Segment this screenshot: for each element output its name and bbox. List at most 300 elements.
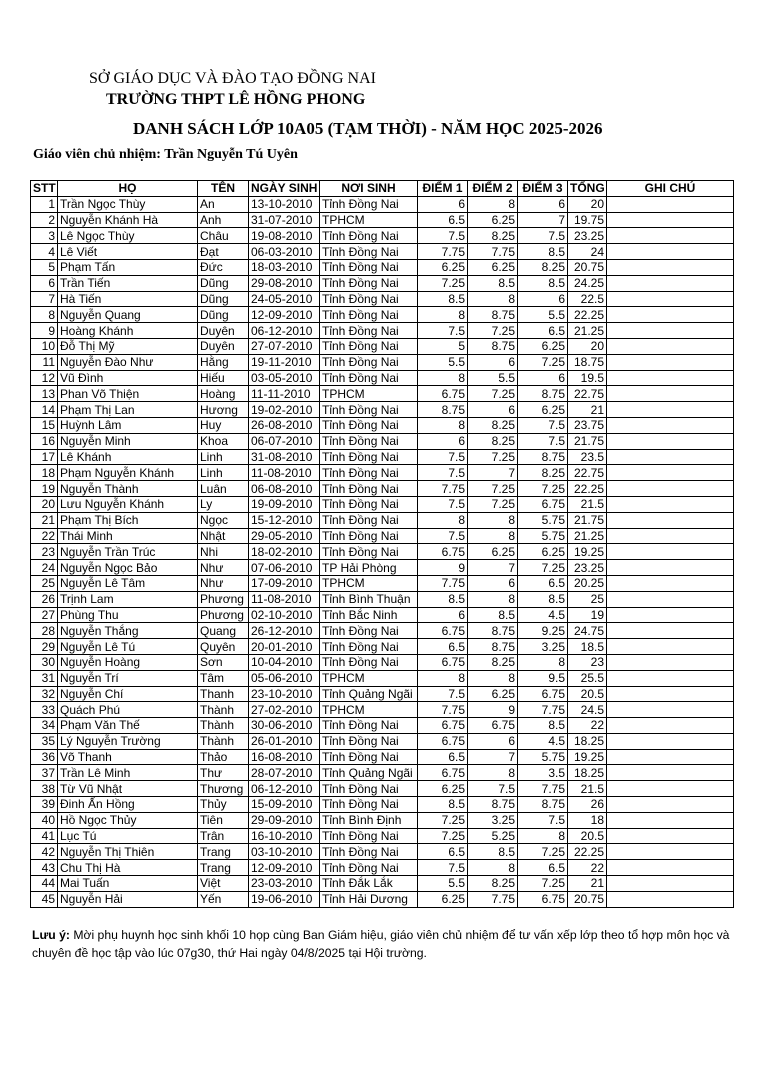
- table-row: [31, 307, 734, 323]
- diem-3-cell: 8.75: [518, 386, 568, 402]
- ho-cell: Trần Ngọc Thùy: [58, 196, 198, 212]
- diem-1-cell: 6.5: [418, 212, 468, 228]
- tong-cell: 19.75: [568, 212, 607, 228]
- ghi-chu-cell: [607, 275, 734, 291]
- diem-3-cell: 8.75: [518, 797, 568, 813]
- tong-cell: 20.75: [568, 259, 607, 275]
- ghi-chu-cell: [607, 654, 734, 670]
- diem-2-cell: 6.25: [468, 259, 518, 275]
- ngay-sinh-cell: 23-10-2010: [249, 686, 320, 702]
- ghi-chu-cell: [607, 876, 734, 892]
- diem-3-cell: 7.5: [518, 228, 568, 244]
- ghi-chu-cell: [607, 307, 734, 323]
- table-row: [31, 402, 734, 418]
- column-header-ngay-sinh: NGÀY SINH: [249, 181, 320, 197]
- ngay-sinh-cell: 15-12-2010: [249, 512, 320, 528]
- diem-2-cell: 8.75: [468, 639, 518, 655]
- diem-3-cell: 7: [518, 212, 568, 228]
- stt-cell: 27: [31, 607, 58, 623]
- ghi-chu-cell: [607, 212, 734, 228]
- stt-cell: 2: [31, 212, 58, 228]
- noi-sinh-cell: Tỉnh Đồng Nai: [320, 196, 418, 212]
- tong-cell: 21.5: [568, 496, 607, 512]
- noi-sinh-cell: Tỉnh Đồng Nai: [320, 797, 418, 813]
- noi-sinh-cell: Tỉnh Đồng Nai: [320, 733, 418, 749]
- diem-3-cell: 9.5: [518, 670, 568, 686]
- student-list-table: [30, 180, 734, 908]
- ten-cell: Hiếu: [198, 370, 249, 386]
- tong-cell: 20: [568, 338, 607, 354]
- stt-cell: 13: [31, 386, 58, 402]
- diem-1-cell: 6.75: [418, 386, 468, 402]
- column-header-tong: TỔNG: [568, 181, 607, 197]
- diem-2-cell: 8.25: [468, 228, 518, 244]
- table-row: [31, 702, 734, 718]
- school-name: TRƯỜNG THPT LÊ HỒNG PHONG: [106, 91, 366, 108]
- noi-sinh-cell: TPHCM: [320, 386, 418, 402]
- table-row: [31, 196, 734, 212]
- stt-cell: 3: [31, 228, 58, 244]
- stt-cell: 25: [31, 575, 58, 591]
- diem-3-cell: 3.5: [518, 765, 568, 781]
- stt-cell: 15: [31, 417, 58, 433]
- table-row: [31, 860, 734, 876]
- tong-cell: 23.25: [568, 228, 607, 244]
- stt-cell: 6: [31, 275, 58, 291]
- stt-cell: 33: [31, 702, 58, 718]
- diem-2-cell: 8: [468, 196, 518, 212]
- diem-3-cell: 5.75: [518, 512, 568, 528]
- ghi-chu-cell: [607, 259, 734, 275]
- stt-cell: 40: [31, 812, 58, 828]
- diem-3-cell: 7.25: [518, 354, 568, 370]
- ho-cell: Đinh Ấn Hồng: [58, 797, 198, 813]
- tong-cell: 25: [568, 591, 607, 607]
- ghi-chu-cell: [607, 733, 734, 749]
- tong-cell: 21.5: [568, 781, 607, 797]
- stt-cell: 20: [31, 496, 58, 512]
- diem-2-cell: 6.25: [468, 686, 518, 702]
- stt-cell: 32: [31, 686, 58, 702]
- ho-cell: Nguyễn Thắng: [58, 623, 198, 639]
- diem-1-cell: 6: [418, 433, 468, 449]
- diem-1-cell: 8.5: [418, 291, 468, 307]
- tong-cell: 23.5: [568, 449, 607, 465]
- ngay-sinh-cell: 03-10-2010: [249, 844, 320, 860]
- tong-cell: 22.25: [568, 844, 607, 860]
- column-header-ten: TÊN: [198, 181, 249, 197]
- ten-cell: Linh: [198, 465, 249, 481]
- diem-2-cell: 8.75: [468, 338, 518, 354]
- ten-cell: Thư: [198, 765, 249, 781]
- ngay-sinh-cell: 06-12-2010: [249, 781, 320, 797]
- ghi-chu-cell: [607, 354, 734, 370]
- diem-2-cell: 7.25: [468, 449, 518, 465]
- noi-sinh-cell: Tỉnh Đồng Nai: [320, 402, 418, 418]
- diem-1-cell: 6.25: [418, 259, 468, 275]
- noi-sinh-cell: Tỉnh Đồng Nai: [320, 370, 418, 386]
- stt-cell: 17: [31, 449, 58, 465]
- stt-cell: 9: [31, 323, 58, 339]
- ten-cell: Thương: [198, 781, 249, 797]
- ten-cell: Trang: [198, 860, 249, 876]
- ten-cell: Dũng: [198, 307, 249, 323]
- ngay-sinh-cell: 02-10-2010: [249, 607, 320, 623]
- noi-sinh-cell: Tỉnh Đồng Nai: [320, 417, 418, 433]
- tong-cell: 21.75: [568, 512, 607, 528]
- tong-cell: 22.25: [568, 307, 607, 323]
- noi-sinh-cell: Tỉnh Đồng Nai: [320, 481, 418, 497]
- diem-2-cell: 7: [468, 749, 518, 765]
- ghi-chu-cell: [607, 765, 734, 781]
- column-header-diem-3: ĐIỂM 3: [518, 181, 568, 197]
- diem-1-cell: 7.5: [418, 228, 468, 244]
- ten-cell: Thanh: [198, 686, 249, 702]
- ho-cell: Trần Lê Minh: [58, 765, 198, 781]
- table-row: [31, 686, 734, 702]
- noi-sinh-cell: Tỉnh Bắc Ninh: [320, 607, 418, 623]
- diem-2-cell: 9: [468, 702, 518, 718]
- ghi-chu-cell: [607, 338, 734, 354]
- ho-cell: Lê Ngọc Thùy: [58, 228, 198, 244]
- diem-2-cell: 7.75: [468, 891, 518, 907]
- ten-cell: Tâm: [198, 670, 249, 686]
- diem-2-cell: 6.75: [468, 718, 518, 734]
- noi-sinh-cell: Tỉnh Đồng Nai: [320, 338, 418, 354]
- diem-3-cell: 4.5: [518, 733, 568, 749]
- tong-cell: 26: [568, 797, 607, 813]
- table-row: [31, 639, 734, 655]
- tong-cell: 22.75: [568, 386, 607, 402]
- table-row: [31, 481, 734, 497]
- ten-cell: Đạt: [198, 244, 249, 260]
- ngay-sinh-cell: 30-06-2010: [249, 718, 320, 734]
- tong-cell: 18.25: [568, 733, 607, 749]
- stt-cell: 23: [31, 544, 58, 560]
- tong-cell: 24.75: [568, 623, 607, 639]
- ho-cell: Chu Thị Hà: [58, 860, 198, 876]
- diem-1-cell: 7.75: [418, 481, 468, 497]
- noi-sinh-cell: Tỉnh Đồng Nai: [320, 307, 418, 323]
- diem-2-cell: 7.25: [468, 386, 518, 402]
- diem-3-cell: 8.5: [518, 718, 568, 734]
- table-row: [31, 354, 734, 370]
- diem-3-cell: 6.25: [518, 338, 568, 354]
- ten-cell: Thảo: [198, 749, 249, 765]
- stt-cell: 21: [31, 512, 58, 528]
- noi-sinh-cell: Tỉnh Đắk Lắk: [320, 876, 418, 892]
- stt-cell: 24: [31, 560, 58, 576]
- table-row: [31, 797, 734, 813]
- tong-cell: 21.25: [568, 323, 607, 339]
- ghi-chu-cell: [607, 812, 734, 828]
- table-row: [31, 496, 734, 512]
- stt-cell: 44: [31, 876, 58, 892]
- diem-2-cell: 8: [468, 291, 518, 307]
- stt-cell: 42: [31, 844, 58, 860]
- noi-sinh-cell: Tỉnh Đồng Nai: [320, 512, 418, 528]
- tong-cell: 25.5: [568, 670, 607, 686]
- ghi-chu-cell: [607, 465, 734, 481]
- diem-2-cell: 7.5: [468, 781, 518, 797]
- ghi-chu-cell: [607, 323, 734, 339]
- tong-cell: 23: [568, 654, 607, 670]
- diem-1-cell: 5.5: [418, 354, 468, 370]
- ghi-chu-cell: [607, 370, 734, 386]
- diem-2-cell: 8: [468, 860, 518, 876]
- ho-cell: Nguyễn Quang: [58, 307, 198, 323]
- diem-1-cell: 8: [418, 307, 468, 323]
- ten-cell: Thành: [198, 718, 249, 734]
- diem-3-cell: 8.5: [518, 275, 568, 291]
- tong-cell: 21.75: [568, 433, 607, 449]
- noi-sinh-cell: Tỉnh Quảng Ngãi: [320, 686, 418, 702]
- diem-1-cell: 6.5: [418, 639, 468, 655]
- ten-cell: Dũng: [198, 275, 249, 291]
- diem-3-cell: 6: [518, 370, 568, 386]
- table-row: [31, 338, 734, 354]
- ho-cell: Nguyễn Thành: [58, 481, 198, 497]
- diem-1-cell: 5: [418, 338, 468, 354]
- ten-cell: Huy: [198, 417, 249, 433]
- noi-sinh-cell: Tỉnh Đồng Nai: [320, 528, 418, 544]
- ngay-sinh-cell: 26-12-2010: [249, 623, 320, 639]
- diem-2-cell: 8: [468, 670, 518, 686]
- ghi-chu-cell: [607, 702, 734, 718]
- ngay-sinh-cell: 12-09-2010: [249, 860, 320, 876]
- diem-2-cell: 6: [468, 575, 518, 591]
- noi-sinh-cell: TPHCM: [320, 702, 418, 718]
- tong-cell: 23.75: [568, 417, 607, 433]
- noi-sinh-cell: Tỉnh Đồng Nai: [320, 844, 418, 860]
- diem-3-cell: 6: [518, 291, 568, 307]
- noi-sinh-cell: Tỉnh Đồng Nai: [320, 228, 418, 244]
- tong-cell: 18.5: [568, 639, 607, 655]
- ngay-sinh-cell: 06-07-2010: [249, 433, 320, 449]
- noi-sinh-cell: Tỉnh Đồng Nai: [320, 449, 418, 465]
- ten-cell: Hằng: [198, 354, 249, 370]
- diem-1-cell: 8: [418, 512, 468, 528]
- table-row: [31, 654, 734, 670]
- ghi-chu-cell: [607, 686, 734, 702]
- table-row: [31, 512, 734, 528]
- ghi-chu-cell: [607, 607, 734, 623]
- diem-1-cell: 8.5: [418, 591, 468, 607]
- ghi-chu-cell: [607, 528, 734, 544]
- diem-3-cell: 8: [518, 828, 568, 844]
- table-header-row: [31, 181, 734, 197]
- diem-2-cell: 8: [468, 528, 518, 544]
- tong-cell: 20.75: [568, 891, 607, 907]
- diem-2-cell: 8.5: [468, 275, 518, 291]
- table-row: [31, 386, 734, 402]
- ghi-chu-cell: [607, 797, 734, 813]
- ten-cell: Trân: [198, 828, 249, 844]
- table-row: [31, 844, 734, 860]
- stt-cell: 16: [31, 433, 58, 449]
- ten-cell: Hoàng: [198, 386, 249, 402]
- table-row: [31, 212, 734, 228]
- stt-cell: 35: [31, 733, 58, 749]
- diem-1-cell: 7.25: [418, 812, 468, 828]
- ngay-sinh-cell: 29-05-2010: [249, 528, 320, 544]
- tong-cell: 20: [568, 196, 607, 212]
- ho-cell: Phùng Thu: [58, 607, 198, 623]
- ngay-sinh-cell: 23-03-2010: [249, 876, 320, 892]
- ho-cell: Hoàng Khánh: [58, 323, 198, 339]
- noi-sinh-cell: Tỉnh Bình Thuận: [320, 591, 418, 607]
- noi-sinh-cell: Tỉnh Đồng Nai: [320, 323, 418, 339]
- ho-cell: Trịnh Lam: [58, 591, 198, 607]
- table-row: [31, 560, 734, 576]
- ghi-chu-cell: [607, 496, 734, 512]
- ghi-chu-cell: [607, 386, 734, 402]
- diem-3-cell: 6.5: [518, 860, 568, 876]
- diem-1-cell: 7.5: [418, 528, 468, 544]
- diem-1-cell: 6.5: [418, 844, 468, 860]
- ngay-sinh-cell: 29-09-2010: [249, 812, 320, 828]
- ho-cell: Lý Nguyễn Trường: [58, 733, 198, 749]
- table-row: [31, 891, 734, 907]
- diem-3-cell: 4.5: [518, 607, 568, 623]
- ghi-chu-cell: [607, 433, 734, 449]
- ten-cell: Đức: [198, 259, 249, 275]
- ghi-chu-cell: [607, 196, 734, 212]
- ghi-chu-cell: [607, 575, 734, 591]
- stt-cell: 38: [31, 781, 58, 797]
- diem-3-cell: 7.25: [518, 560, 568, 576]
- ngay-sinh-cell: 06-12-2010: [249, 323, 320, 339]
- diem-1-cell: 6.75: [418, 544, 468, 560]
- ten-cell: Duyên: [198, 323, 249, 339]
- tong-cell: 18.25: [568, 765, 607, 781]
- ho-cell: Võ Thanh: [58, 749, 198, 765]
- table-row: [31, 876, 734, 892]
- tong-cell: 24.25: [568, 275, 607, 291]
- diem-1-cell: 6.75: [418, 733, 468, 749]
- diem-3-cell: 6.75: [518, 686, 568, 702]
- stt-cell: 11: [31, 354, 58, 370]
- homeroom-teacher: Giáo viên chủ nhiệm: Trần Nguyễn Tú Uyên: [33, 147, 298, 162]
- ho-cell: Nguyễn Thị Thiên: [58, 844, 198, 860]
- stt-cell: 8: [31, 307, 58, 323]
- ten-cell: Thủy: [198, 797, 249, 813]
- ten-cell: Yến: [198, 891, 249, 907]
- ngay-sinh-cell: 12-09-2010: [249, 307, 320, 323]
- diem-3-cell: 8: [518, 654, 568, 670]
- diem-3-cell: 7.25: [518, 844, 568, 860]
- ten-cell: Phương: [198, 607, 249, 623]
- ho-cell: Hồ Ngọc Thủy: [58, 812, 198, 828]
- stt-cell: 19: [31, 481, 58, 497]
- tong-cell: 19.25: [568, 749, 607, 765]
- ten-cell: Việt: [198, 876, 249, 892]
- ho-cell: Nguyễn Hoàng: [58, 654, 198, 670]
- ten-cell: Ly: [198, 496, 249, 512]
- ho-cell: Phạm Thị Lan: [58, 402, 198, 418]
- noi-sinh-cell: TP Hải Phòng: [320, 560, 418, 576]
- diem-2-cell: 8.75: [468, 307, 518, 323]
- table-row: [31, 781, 734, 797]
- tong-cell: 22: [568, 718, 607, 734]
- table-row: [31, 323, 734, 339]
- diem-2-cell: 8.75: [468, 797, 518, 813]
- ho-cell: Phạm Tấn: [58, 259, 198, 275]
- diem-1-cell: 7.25: [418, 828, 468, 844]
- noi-sinh-cell: Tỉnh Đồng Nai: [320, 654, 418, 670]
- table-row: [31, 623, 734, 639]
- diem-1-cell: 7.5: [418, 860, 468, 876]
- ngay-sinh-cell: 16-08-2010: [249, 749, 320, 765]
- diem-1-cell: 8.5: [418, 797, 468, 813]
- ho-cell: Hà Tiến: [58, 291, 198, 307]
- note-label: Lưu ý:: [32, 928, 70, 942]
- table-row: [31, 370, 734, 386]
- diem-2-cell: 8.25: [468, 654, 518, 670]
- ngay-sinh-cell: 10-04-2010: [249, 654, 320, 670]
- ho-cell: Từ Vũ Nhật: [58, 781, 198, 797]
- stt-cell: 30: [31, 654, 58, 670]
- diem-3-cell: 8.5: [518, 591, 568, 607]
- ngay-sinh-cell: 17-09-2010: [249, 575, 320, 591]
- diem-3-cell: 5.5: [518, 307, 568, 323]
- ghi-chu-cell: [607, 781, 734, 797]
- ten-cell: Nhi: [198, 544, 249, 560]
- ghi-chu-cell: [607, 749, 734, 765]
- ngay-sinh-cell: 06-08-2010: [249, 481, 320, 497]
- tong-cell: 22.75: [568, 465, 607, 481]
- table-row: [31, 433, 734, 449]
- tong-cell: 23.25: [568, 560, 607, 576]
- diem-1-cell: 7.75: [418, 575, 468, 591]
- diem-1-cell: 6.25: [418, 891, 468, 907]
- noi-sinh-cell: Tỉnh Đồng Nai: [320, 275, 418, 291]
- ghi-chu-cell: [607, 228, 734, 244]
- table-row: [31, 544, 734, 560]
- diem-3-cell: 6.5: [518, 323, 568, 339]
- stt-cell: 39: [31, 797, 58, 813]
- diem-2-cell: 6.25: [468, 544, 518, 560]
- tong-cell: 19.25: [568, 544, 607, 560]
- ho-cell: Nguyễn Ngọc Bảo: [58, 560, 198, 576]
- diem-1-cell: 6: [418, 196, 468, 212]
- table-row: [31, 812, 734, 828]
- ho-cell: Nguyễn Lê Tâm: [58, 575, 198, 591]
- diem-3-cell: 6.75: [518, 891, 568, 907]
- ghi-chu-cell: [607, 670, 734, 686]
- diem-1-cell: 6.75: [418, 623, 468, 639]
- page-title: DANH SÁCH LỚP 10A05 (TẠM THỜI) - NĂM HỌC 2025-2026: [133, 119, 603, 138]
- table-row: [31, 575, 734, 591]
- noi-sinh-cell: Tỉnh Bình Định: [320, 812, 418, 828]
- ngay-sinh-cell: 24-05-2010: [249, 291, 320, 307]
- diem-1-cell: 7.5: [418, 496, 468, 512]
- ten-cell: Khoa: [198, 433, 249, 449]
- table-row: [31, 591, 734, 607]
- table-row: [31, 244, 734, 260]
- diem-2-cell: 7.25: [468, 481, 518, 497]
- noi-sinh-cell: TPHCM: [320, 670, 418, 686]
- diem-3-cell: 7.25: [518, 876, 568, 892]
- noi-sinh-cell: TPHCM: [320, 575, 418, 591]
- ngay-sinh-cell: 19-02-2010: [249, 402, 320, 418]
- ghi-chu-cell: [607, 718, 734, 734]
- diem-3-cell: 3.25: [518, 639, 568, 655]
- ghi-chu-cell: [607, 481, 734, 497]
- tong-cell: 22.5: [568, 291, 607, 307]
- diem-1-cell: 6.75: [418, 765, 468, 781]
- diem-2-cell: 5.25: [468, 828, 518, 844]
